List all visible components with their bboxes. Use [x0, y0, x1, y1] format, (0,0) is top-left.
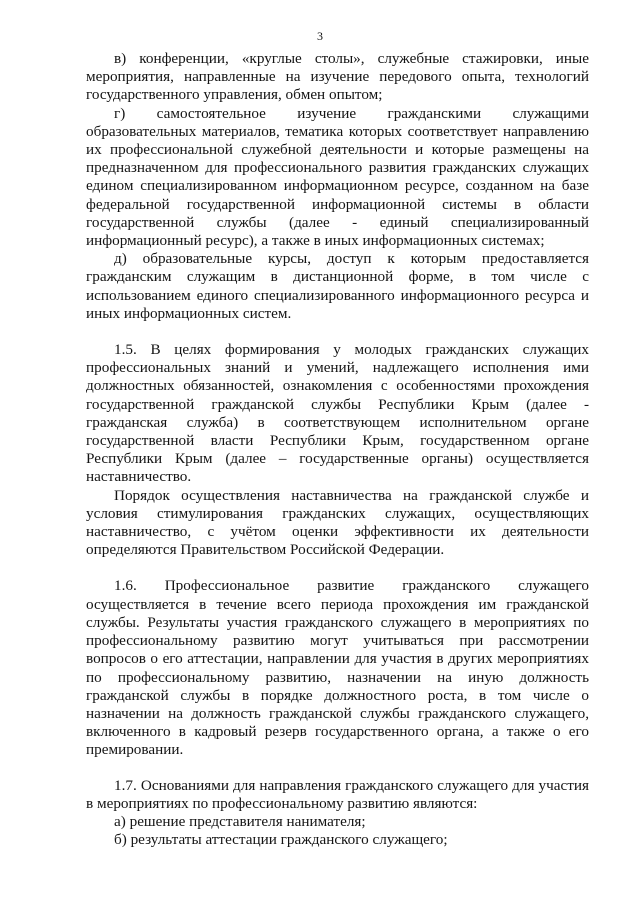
list-item-a: а) решение представителя нанимателя;	[114, 812, 366, 830]
clause-1-5: 1.5. В целях формирования у молодых гражданских служащих профессиональных знаний и умений, надлежащего исполнения ими должностных обязанностей, ознакомления с особенностями прохождения государственной гражданской службы Республики Крым (далее - гражданская служба) в соответствующем исполнительном органе государственной власти Республики Крым, государственном органе Республики Крым (далее – государственные органы) осуществляется наставничество.	[86, 341, 589, 486]
document-body	[86, 50, 589, 849]
clause-1-7: 1.7. Основаниями для направления гражданского служащего для участия в мероприятиях по профессиональному развитию являются:	[86, 776, 589, 812]
list-item-v: в) конференции, «круглые столы», служебные стажировки, иные мероприятия, направленные на изучение передового опыта, технологий государственного управления, обмен опытом;	[86, 50, 589, 104]
clause-1-5-order: Порядок осуществления наставничества на гражданской службе и условия стимулирования гражданских служащих, осуществляющих наставничество, с учётом оценки эффективности их деятельности определяются Правительством Российской Федерации.	[86, 486, 589, 559]
clause-1-6: 1.6. Профессиональное развитие гражданского служащего осуществляется в течение всего периода прохождения им гражданской службы. Результаты участия гражданского служащего в мероприятиях по профессиональному развитию могут учитываться при рассмотрении вопросов о его аттестации, направлении для участия в других мероприятиях по профессиональному развитию, назначении на иную должность гражданской службы в порядке должностного роста, в том числе о назначении на должность гражданской службы гражданского служащего, включенного в кадровый резерв государственного органа, а также о его премировании.	[86, 577, 589, 759]
list-item-d: д) образовательные курсы, доступ к которым предоставляется гражданским служащим в дистанционной форме, в том числе с использованием единого специализированного информационного ресурса и иных информационных систем.	[86, 250, 589, 322]
list-item-b: б) результаты аттестации гражданского служащего;	[114, 831, 448, 849]
list-item-g: г) самостоятельное изучение гражданскими служащими образовательных материалов, тематика которых соответствует направлению их профессиональной служебной деятельности и которые размещены на предназначенном для профессионального развития гражданских служащих едином специализированном информационном ресурсе, созданном на базе федеральной государственной информационной системы в области государственной службы (далее - единый специализированный информационный ресурс), а также в иных информационных системах;	[86, 104, 589, 250]
page-number: 3	[317, 29, 323, 43]
